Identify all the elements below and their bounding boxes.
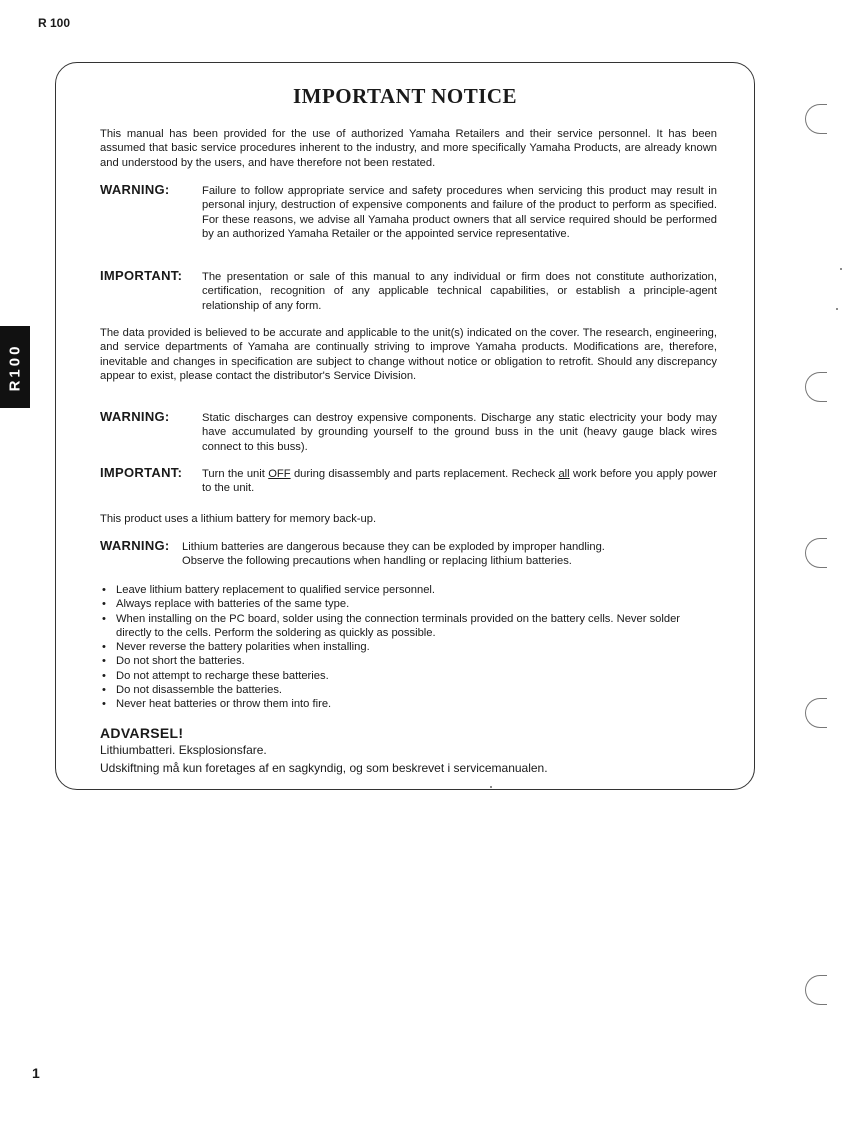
binder-hole-mark — [805, 698, 827, 728]
warning-label: WARNING: — [100, 538, 170, 553]
model-code: R 100 — [38, 16, 71, 30]
advarsel-line: Lithiumbatteri. Eksplosionsfare. — [100, 743, 267, 757]
page-number: 1 — [32, 1065, 40, 1081]
section-tab — [0, 326, 30, 408]
important-label: IMPORTANT: — [100, 465, 183, 480]
list-item: • Never heat batteries or throw them into fire. — [102, 697, 717, 711]
list-item: • Do not short the batteries. — [102, 654, 717, 668]
important-text-part: during disassembly and parts replacement. Recheck — [290, 468, 559, 480]
advarsel-title: ADVARSEL! — [100, 725, 184, 741]
list-item: • Leave lithium battery replacement to qualified service personnel. — [102, 583, 717, 597]
list-item: • Always replace with batteries of the same type. — [102, 597, 717, 611]
warning-line: Lithium batteries are dangerous because they can be exploded by improper handling. — [182, 541, 605, 553]
scan-speck — [840, 268, 842, 270]
advarsel-line: Udskiftning må kun foretages af en sagkyndig, og som beskrevet i servicemanualen. — [100, 761, 548, 775]
list-item: • Do not attempt to recharge these batteries. — [102, 669, 717, 683]
warning-label: WARNING: — [100, 409, 170, 424]
binder-hole-mark — [805, 538, 827, 568]
list-item: • Never reverse the battery polarities when installing. — [102, 640, 717, 654]
warning-label: WARNING: — [100, 182, 170, 197]
important-text — [202, 467, 717, 496]
battery-note: This product uses a lithium battery for memory back-up. — [100, 513, 377, 525]
intro-paragraph: This manual has been provided for the use of authorized Yamaha Retailers and their service personnel. It has been assumed that basic service procedures inherent to the industry, and more specifically Yamaha Products, are already known and understood by the users, and have therefore not been restated. — [100, 128, 717, 169]
list-item: • When installing on the PC board, solder using the connection terminals provided on the battery cells. Never solder directly to the cells. Perform the soldering as quickly as possible. — [102, 612, 717, 641]
binder-hole-mark — [805, 104, 827, 134]
notice-title: IMPORTANT NOTICE — [292, 84, 518, 108]
binder-hole-mark — [805, 975, 827, 1005]
scan-speck — [836, 308, 838, 310]
warning-text — [182, 540, 717, 569]
warning-text: Failure to follow appropriate service and safety procedures when servicing this product may result in personal injury, destruction of expensive components and failure of the product to perform as specified. For these reasons, we advise all Yamaha product owners that all service required should be performed by an authorized Yamaha Retailer or the appointed service representative. — [202, 185, 717, 240]
section-tab-label: R100 — [6, 343, 24, 391]
precautions-list — [102, 583, 717, 712]
off-emphasis: OFF — [268, 468, 291, 480]
important-label: IMPORTANT: — [100, 268, 183, 283]
scan-speck — [490, 786, 492, 788]
important-text-part: Turn the unit — [202, 468, 269, 480]
binder-hole-mark — [805, 372, 827, 402]
important-text: The presentation or sale of this manual to any individual or firm does not constitute authorization, certification, recognition of any applicable technical capabilities, or establish a principle-agent relationship of any form. — [202, 271, 717, 312]
warning-text: Static discharges can destroy expensive components. Discharge any static electricity your body may have accumulated by grounding yourself to the ground buss in the unit (heavy gauge black wires connect to this buss). — [202, 412, 717, 453]
important-text-part: work before you apply power to the unit. — [202, 468, 717, 495]
all-emphasis: all — [558, 468, 570, 480]
list-item: • Do not disassemble the batteries. — [102, 683, 717, 697]
data-paragraph: The data provided is believed to be accurate and applicable to the unit(s) indicated on the cover. The research, engineering, and service departments of Yamaha are continually striving to improve Yamaha products. Modifications are, therefore, inevitable and changes in specification are subject to change without notice or obligation to retrofit. Should any discrepancy appear to exist, please contact the distributor's Service Division. — [100, 327, 717, 382]
warning-line: Observe the following precautions when handling or replacing lithium batteries. — [182, 555, 572, 568]
